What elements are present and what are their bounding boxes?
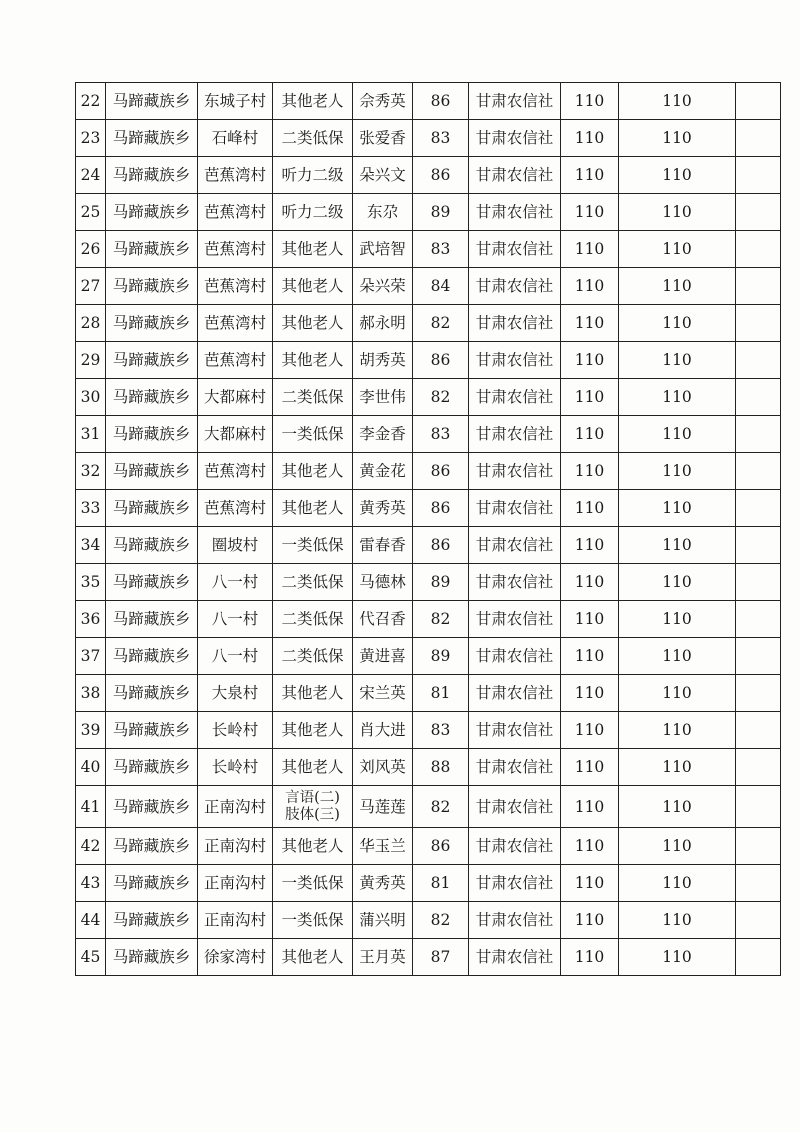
remarks-cell [736, 120, 781, 157]
age-cell: 82 [413, 305, 469, 342]
bank-cell: 甘肃农信社 [469, 712, 561, 749]
amount-total-cell: 110 [619, 638, 736, 675]
village-cell: 芭蕉湾村 [198, 157, 273, 194]
amount-cell: 110 [561, 865, 619, 902]
name-cell: 李金香 [353, 416, 413, 453]
category-cell: 一类低保 [273, 865, 353, 902]
name-cell: 肖大进 [353, 712, 413, 749]
amount-cell: 110 [561, 231, 619, 268]
bank-cell: 甘肃农信社 [469, 865, 561, 902]
bank-cell: 甘肃农信社 [469, 268, 561, 305]
table-row [76, 749, 781, 786]
age-cell: 82 [413, 786, 469, 828]
age-cell: 82 [413, 902, 469, 939]
township-cell: 马蹄藏族乡 [106, 305, 198, 342]
age-cell: 86 [413, 453, 469, 490]
age-cell: 89 [413, 638, 469, 675]
bank-cell: 甘肃农信社 [469, 120, 561, 157]
row-number: 33 [76, 490, 106, 527]
amount-total-cell: 110 [619, 416, 736, 453]
age-cell: 82 [413, 379, 469, 416]
category-cell: 一类低保 [273, 902, 353, 939]
township-cell: 马蹄藏族乡 [106, 194, 198, 231]
category-line: 肢体(三) [285, 806, 340, 823]
remarks-cell [736, 342, 781, 379]
name-cell: 武培智 [353, 231, 413, 268]
village-cell: 芭蕉湾村 [198, 194, 273, 231]
row-number: 27 [76, 268, 106, 305]
category-cell: 其他老人 [273, 305, 353, 342]
remarks-cell [736, 638, 781, 675]
village-cell: 石峰村 [198, 120, 273, 157]
township-cell: 马蹄藏族乡 [106, 231, 198, 268]
amount-cell: 110 [561, 490, 619, 527]
row-number: 35 [76, 564, 106, 601]
village-cell: 正南沟村 [198, 865, 273, 902]
amount-cell: 110 [561, 902, 619, 939]
row-number: 32 [76, 453, 106, 490]
village-cell: 正南沟村 [198, 786, 273, 828]
amount-cell: 110 [561, 527, 619, 564]
amount-cell: 110 [561, 305, 619, 342]
remarks-cell [736, 828, 781, 865]
category-cell: 其他老人 [273, 268, 353, 305]
township-cell: 马蹄藏族乡 [106, 527, 198, 564]
remarks-cell [736, 194, 781, 231]
remarks-cell [736, 268, 781, 305]
name-cell: 黄金花 [353, 453, 413, 490]
age-cell: 81 [413, 675, 469, 712]
table-row [76, 828, 781, 865]
bank-cell: 甘肃农信社 [469, 83, 561, 120]
remarks-cell [736, 83, 781, 120]
amount-total-cell: 110 [619, 749, 736, 786]
township-cell: 马蹄藏族乡 [106, 453, 198, 490]
remarks-cell [736, 490, 781, 527]
bank-cell: 甘肃农信社 [469, 231, 561, 268]
township-cell: 马蹄藏族乡 [106, 564, 198, 601]
table-row [76, 194, 781, 231]
township-cell: 马蹄藏族乡 [106, 83, 198, 120]
row-number: 43 [76, 865, 106, 902]
row-number: 31 [76, 416, 106, 453]
bank-cell: 甘肃农信社 [469, 939, 561, 976]
amount-total-cell: 110 [619, 379, 736, 416]
table-row [76, 527, 781, 564]
bank-cell: 甘肃农信社 [469, 675, 561, 712]
remarks-cell [736, 865, 781, 902]
amount-cell: 110 [561, 453, 619, 490]
table-row [76, 490, 781, 527]
amount-total-cell: 110 [619, 453, 736, 490]
amount-total-cell: 110 [619, 305, 736, 342]
row-number: 45 [76, 939, 106, 976]
age-cell: 86 [413, 83, 469, 120]
remarks-cell [736, 527, 781, 564]
row-number: 29 [76, 342, 106, 379]
age-cell: 83 [413, 120, 469, 157]
row-number: 42 [76, 828, 106, 865]
name-cell: 东尕 [353, 194, 413, 231]
amount-total-cell: 110 [619, 939, 736, 976]
name-cell: 马德林 [353, 564, 413, 601]
township-cell: 马蹄藏族乡 [106, 786, 198, 828]
remarks-cell [736, 712, 781, 749]
bank-cell: 甘肃农信社 [469, 157, 561, 194]
category-cell: 其他老人 [273, 453, 353, 490]
age-cell: 89 [413, 194, 469, 231]
amount-total-cell: 110 [619, 194, 736, 231]
bank-cell: 甘肃农信社 [469, 342, 561, 379]
age-cell: 86 [413, 490, 469, 527]
village-cell: 芭蕉湾村 [198, 305, 273, 342]
village-cell: 大都麻村 [198, 416, 273, 453]
name-cell: 佘秀英 [353, 83, 413, 120]
village-cell: 正南沟村 [198, 902, 273, 939]
table-row [76, 638, 781, 675]
age-cell: 81 [413, 865, 469, 902]
township-cell: 马蹄藏族乡 [106, 342, 198, 379]
amount-total-cell: 110 [619, 712, 736, 749]
row-number: 26 [76, 231, 106, 268]
amount-cell: 110 [561, 638, 619, 675]
amount-cell: 110 [561, 939, 619, 976]
village-cell: 八一村 [198, 601, 273, 638]
village-cell: 徐家湾村 [198, 939, 273, 976]
amount-total-cell: 110 [619, 564, 736, 601]
row-number: 44 [76, 902, 106, 939]
remarks-cell [736, 749, 781, 786]
table-row [76, 379, 781, 416]
category-cell: 其他老人 [273, 749, 353, 786]
category-cell: 一类低保 [273, 527, 353, 564]
bank-cell: 甘肃农信社 [469, 490, 561, 527]
remarks-cell [736, 453, 781, 490]
name-cell: 代召香 [353, 601, 413, 638]
category-cell: 其他老人 [273, 828, 353, 865]
village-cell: 芭蕉湾村 [198, 268, 273, 305]
amount-total-cell: 110 [619, 865, 736, 902]
village-cell: 芭蕉湾村 [198, 453, 273, 490]
bank-cell: 甘肃农信社 [469, 749, 561, 786]
remarks-cell [736, 416, 781, 453]
bank-cell: 甘肃农信社 [469, 564, 561, 601]
amount-cell: 110 [561, 416, 619, 453]
name-cell: 黄进喜 [353, 638, 413, 675]
category-cell: 一类低保 [273, 416, 353, 453]
table-row [76, 902, 781, 939]
age-cell: 84 [413, 268, 469, 305]
name-cell: 黄秀英 [353, 490, 413, 527]
township-cell: 马蹄藏族乡 [106, 939, 198, 976]
amount-total-cell: 110 [619, 268, 736, 305]
table-row [76, 305, 781, 342]
category-cell: 听力二级 [273, 157, 353, 194]
bank-cell: 甘肃农信社 [469, 527, 561, 564]
village-cell: 长岭村 [198, 712, 273, 749]
name-cell: 刘风英 [353, 749, 413, 786]
amount-total-cell: 110 [619, 527, 736, 564]
row-number: 34 [76, 527, 106, 564]
table-row [76, 83, 781, 120]
bank-cell: 甘肃农信社 [469, 828, 561, 865]
name-cell: 蒲兴明 [353, 902, 413, 939]
amount-cell: 110 [561, 342, 619, 379]
village-cell: 大泉村 [198, 675, 273, 712]
village-cell: 八一村 [198, 638, 273, 675]
table-row [76, 601, 781, 638]
row-number: 25 [76, 194, 106, 231]
name-cell: 雷春香 [353, 527, 413, 564]
remarks-cell [736, 379, 781, 416]
amount-cell: 110 [561, 120, 619, 157]
amount-total-cell: 110 [619, 786, 736, 828]
remarks-cell [736, 675, 781, 712]
amount-total-cell: 110 [619, 83, 736, 120]
remarks-cell [736, 305, 781, 342]
amount-total-cell: 110 [619, 342, 736, 379]
table-row [76, 675, 781, 712]
amount-cell: 110 [561, 828, 619, 865]
table-row [76, 786, 781, 828]
table-row [76, 416, 781, 453]
amount-total-cell: 110 [619, 828, 736, 865]
age-cell: 86 [413, 342, 469, 379]
table-row [76, 231, 781, 268]
amount-cell: 110 [561, 786, 619, 828]
row-number: 36 [76, 601, 106, 638]
bank-cell: 甘肃农信社 [469, 379, 561, 416]
amount-cell: 110 [561, 379, 619, 416]
township-cell: 马蹄藏族乡 [106, 749, 198, 786]
roster-table [75, 82, 781, 976]
village-cell: 东城子村 [198, 83, 273, 120]
category-cell: 二类低保 [273, 379, 353, 416]
age-cell: 86 [413, 828, 469, 865]
amount-cell: 110 [561, 564, 619, 601]
name-cell: 朵兴文 [353, 157, 413, 194]
amount-cell: 110 [561, 83, 619, 120]
category-cell: 其他老人 [273, 939, 353, 976]
village-cell: 长岭村 [198, 749, 273, 786]
township-cell: 马蹄藏族乡 [106, 828, 198, 865]
amount-cell: 110 [561, 268, 619, 305]
table-row [76, 120, 781, 157]
bank-cell: 甘肃农信社 [469, 194, 561, 231]
remarks-cell [736, 939, 781, 976]
age-cell: 88 [413, 749, 469, 786]
bank-cell: 甘肃农信社 [469, 601, 561, 638]
row-number: 22 [76, 83, 106, 120]
row-number: 40 [76, 749, 106, 786]
row-number: 39 [76, 712, 106, 749]
village-cell: 正南沟村 [198, 828, 273, 865]
amount-cell: 110 [561, 157, 619, 194]
category-line: 言语(二) [285, 789, 340, 806]
amount-total-cell: 110 [619, 601, 736, 638]
name-cell: 李世伟 [353, 379, 413, 416]
age-cell: 86 [413, 157, 469, 194]
remarks-cell [736, 564, 781, 601]
amount-total-cell: 110 [619, 231, 736, 268]
bank-cell: 甘肃农信社 [469, 786, 561, 828]
village-cell: 圈坡村 [198, 527, 273, 564]
amount-cell: 110 [561, 194, 619, 231]
amount-total-cell: 110 [619, 120, 736, 157]
township-cell: 马蹄藏族乡 [106, 638, 198, 675]
row-number: 37 [76, 638, 106, 675]
table-row [76, 564, 781, 601]
category-cell: 二类低保 [273, 601, 353, 638]
category-cell: 其他老人 [273, 712, 353, 749]
bank-cell: 甘肃农信社 [469, 638, 561, 675]
category-cell: 其他老人 [273, 342, 353, 379]
table-row [76, 712, 781, 749]
roster-body [76, 83, 781, 976]
category-cell: 其他老人 [273, 231, 353, 268]
age-cell: 83 [413, 231, 469, 268]
name-cell: 宋兰英 [353, 675, 413, 712]
category-cell: 二类低保 [273, 120, 353, 157]
category-cell: 其他老人 [273, 675, 353, 712]
table-row [76, 342, 781, 379]
bank-cell: 甘肃农信社 [469, 453, 561, 490]
village-cell: 芭蕉湾村 [198, 490, 273, 527]
table-row [76, 453, 781, 490]
category-cell [273, 786, 353, 828]
bank-cell: 甘肃农信社 [469, 416, 561, 453]
name-cell: 黄秀英 [353, 865, 413, 902]
table-row [76, 939, 781, 976]
category-cell: 二类低保 [273, 638, 353, 675]
name-cell: 王月英 [353, 939, 413, 976]
table-row [76, 157, 781, 194]
row-number: 23 [76, 120, 106, 157]
township-cell: 马蹄藏族乡 [106, 157, 198, 194]
bank-cell: 甘肃农信社 [469, 902, 561, 939]
remarks-cell [736, 786, 781, 828]
amount-cell: 110 [561, 675, 619, 712]
village-cell: 芭蕉湾村 [198, 231, 273, 268]
township-cell: 马蹄藏族乡 [106, 268, 198, 305]
amount-total-cell: 110 [619, 157, 736, 194]
category-cell: 二类低保 [273, 564, 353, 601]
amount-total-cell: 110 [619, 490, 736, 527]
village-cell: 大都麻村 [198, 379, 273, 416]
name-cell: 马莲莲 [353, 786, 413, 828]
name-cell: 胡秀英 [353, 342, 413, 379]
age-cell: 83 [413, 416, 469, 453]
row-number: 41 [76, 786, 106, 828]
remarks-cell [736, 902, 781, 939]
amount-cell: 110 [561, 601, 619, 638]
name-cell: 朵兴荣 [353, 268, 413, 305]
age-cell: 82 [413, 601, 469, 638]
name-cell: 华玉兰 [353, 828, 413, 865]
township-cell: 马蹄藏族乡 [106, 416, 198, 453]
table-row [76, 865, 781, 902]
row-number: 30 [76, 379, 106, 416]
township-cell: 马蹄藏族乡 [106, 675, 198, 712]
table-row [76, 268, 781, 305]
row-number: 28 [76, 305, 106, 342]
category-cell: 听力二级 [273, 194, 353, 231]
bank-cell: 甘肃农信社 [469, 305, 561, 342]
age-cell: 83 [413, 712, 469, 749]
age-cell: 86 [413, 527, 469, 564]
township-cell: 马蹄藏族乡 [106, 865, 198, 902]
township-cell: 马蹄藏族乡 [106, 712, 198, 749]
row-number: 24 [76, 157, 106, 194]
row-number: 38 [76, 675, 106, 712]
amount-total-cell: 110 [619, 675, 736, 712]
township-cell: 马蹄藏族乡 [106, 601, 198, 638]
name-cell: 郝永明 [353, 305, 413, 342]
township-cell: 马蹄藏族乡 [106, 379, 198, 416]
remarks-cell [736, 157, 781, 194]
remarks-cell [736, 601, 781, 638]
amount-total-cell: 110 [619, 902, 736, 939]
township-cell: 马蹄藏族乡 [106, 902, 198, 939]
village-cell: 八一村 [198, 564, 273, 601]
village-cell: 芭蕉湾村 [198, 342, 273, 379]
name-cell: 张爱香 [353, 120, 413, 157]
amount-cell: 110 [561, 712, 619, 749]
township-cell: 马蹄藏族乡 [106, 120, 198, 157]
age-cell: 87 [413, 939, 469, 976]
category-cell: 其他老人 [273, 83, 353, 120]
remarks-cell [736, 231, 781, 268]
amount-cell: 110 [561, 749, 619, 786]
category-cell: 其他老人 [273, 490, 353, 527]
township-cell: 马蹄藏族乡 [106, 490, 198, 527]
age-cell: 89 [413, 564, 469, 601]
